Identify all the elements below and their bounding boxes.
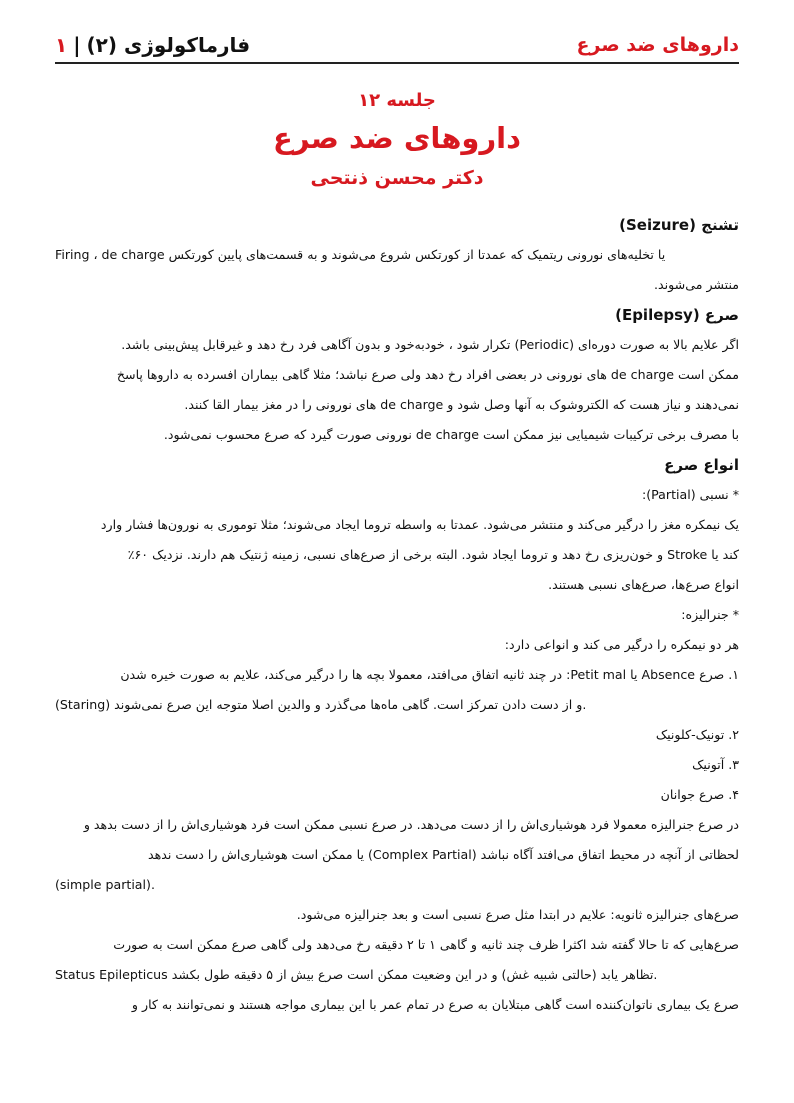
heading-seizure: تشنج (Seizure) [619, 216, 739, 234]
paragraph-line: هر دو نیمکره را درگیر می کند و انواعی دارد: [504, 637, 739, 652]
list-item: ۳. آتونیک [692, 757, 739, 772]
page-number: ۱ [55, 33, 68, 57]
list-item: ۴. صرع جوانان [660, 787, 739, 802]
page-title: داروهای ضد صرع [273, 121, 521, 155]
paragraph-line: انواع صرع‌ها، صرع‌های نسبی هستند. [548, 577, 739, 592]
paragraph-line: کند یا Stroke و خون‌ریزی رخ دهد و تروما ایجاد شود. البته برخی از صرع‌های نسبی، زمینه ژنتیک هم دارند. نزدیک ۶۰٪ [127, 547, 739, 562]
list-item-continuation: (Staring) و از دست دادن تمرکز است. گاهی ماه‌ها می‌گذرد و والدین اصلا متوجه این صرع نمی‌شوند. [55, 697, 587, 712]
subheading-partial: * نسبی (Partial): [641, 487, 739, 502]
list-item: ۲. تونیک-کلونیک [655, 727, 739, 742]
title-block [55, 86, 739, 196]
document-body [55, 210, 739, 1020]
list-item: ۱. صرع Absence یا Petit mal: در چند ثانیه اتفاق می‌افتد، معمولا بچه ها را درگیر می‌کند، علایم به صورت خیره شدن [120, 667, 739, 682]
paragraph-line: (simple partial). [55, 877, 155, 892]
session-label: جلسه ۱۲ [358, 90, 436, 111]
paragraph-line: Firing ، de charge یا تخلیه‌های نورونی ریتمیک که عمدتا از کورتکس شروع می‌شوند و به قسمت‌های پایین کورتکس [55, 247, 666, 262]
paragraph-line: صرع‌هایی که تا حالا گفته شد اکثرا ظرف چند ثانیه و گاهی ۱ تا ۲ دقیقه رخ می‌دهد ولی گاهی صرع ممکن است به صورت [113, 937, 739, 952]
paragraph-line: صرع‌های جنرالیزه ثانویه: علایم در ابتدا مثل صرع نسبی است و بعد جنرالیزه می‌شود. [296, 907, 739, 922]
subheading-generalized: * جنرالیزه: [681, 607, 739, 622]
header-topic: داروهای ضد صرع [576, 34, 739, 56]
paragraph-line: صرع یک بیماری ناتوان‌کننده است گاهی مبتلایان به صرع در تمام عمر با این بیماری مواجه هستند و نمی‌توانند به کار و [131, 997, 739, 1012]
paragraph-line: یک نیمکره مغز را درگیر می‌کند و منتشر می‌شود. عمدتا به واسطه تروما ایجاد می‌شوند؛ مثلا توموری به نورون‌ها فشار وارد [100, 517, 739, 532]
paragraph-line: نمی‌دهند و نیاز هست که الکتروشوک به آنها وصل شود و de charge های نورونی را در مغز بیمار القا کنند. [184, 397, 739, 412]
author-name: دکتر محسن ذنتحی [310, 167, 484, 189]
header-book-info [55, 33, 250, 57]
document-page [55, 0, 739, 1103]
page-header [55, 28, 739, 64]
paragraph-line: اگر علایم بالا به صورت دوره‌ای (Periodic) تکرار شود ، خودبه‌خود و بدون آگاهی فرد رخ دهد و غیرقابل پیش‌بینی باشد. [121, 337, 739, 352]
header-book-title: فارماکولوژی (۲) [86, 33, 251, 57]
header-separator: | [73, 33, 81, 57]
paragraph-line: منتشر می‌شوند. [654, 277, 739, 292]
heading-seizure-types: انواع صرع [664, 456, 739, 474]
heading-epilepsy: صرع (Epilepsy) [615, 306, 739, 324]
paragraph-line: Status Epilepticus تظاهر یابد (حالتی شبیه غش) و در این وضعیت ممکن است صرع بیش از ۵ دقیقه طول بکشد. [55, 967, 658, 982]
paragraph-line: با مصرف برخی ترکیبات شیمیایی نیز ممکن است de charge نورونی صورت گیرد که صرع محسوب نمی‌شود. [163, 427, 739, 442]
paragraph-line: ممکن است de charge های نورونی در بعضی افراد رخ دهد ولی صرع نباشد؛ مثلا گاهی بیماران افسرده به داروها پاسخ [116, 367, 739, 382]
paragraph-line: لحظاتی از آنچه در محیط اتفاق می‌افتد آگاه نباشد (Complex Partial) یا ممکن است هوشیاری‌اش را دست ندهد [148, 847, 739, 862]
paragraph-line: در صرع جنرالیزه معمولا فرد هوشیاری‌اش را از دست می‌دهد. در صرع نسبی ممکن است فرد هوشیاری‌اش را از دست بدهد و [83, 817, 739, 832]
